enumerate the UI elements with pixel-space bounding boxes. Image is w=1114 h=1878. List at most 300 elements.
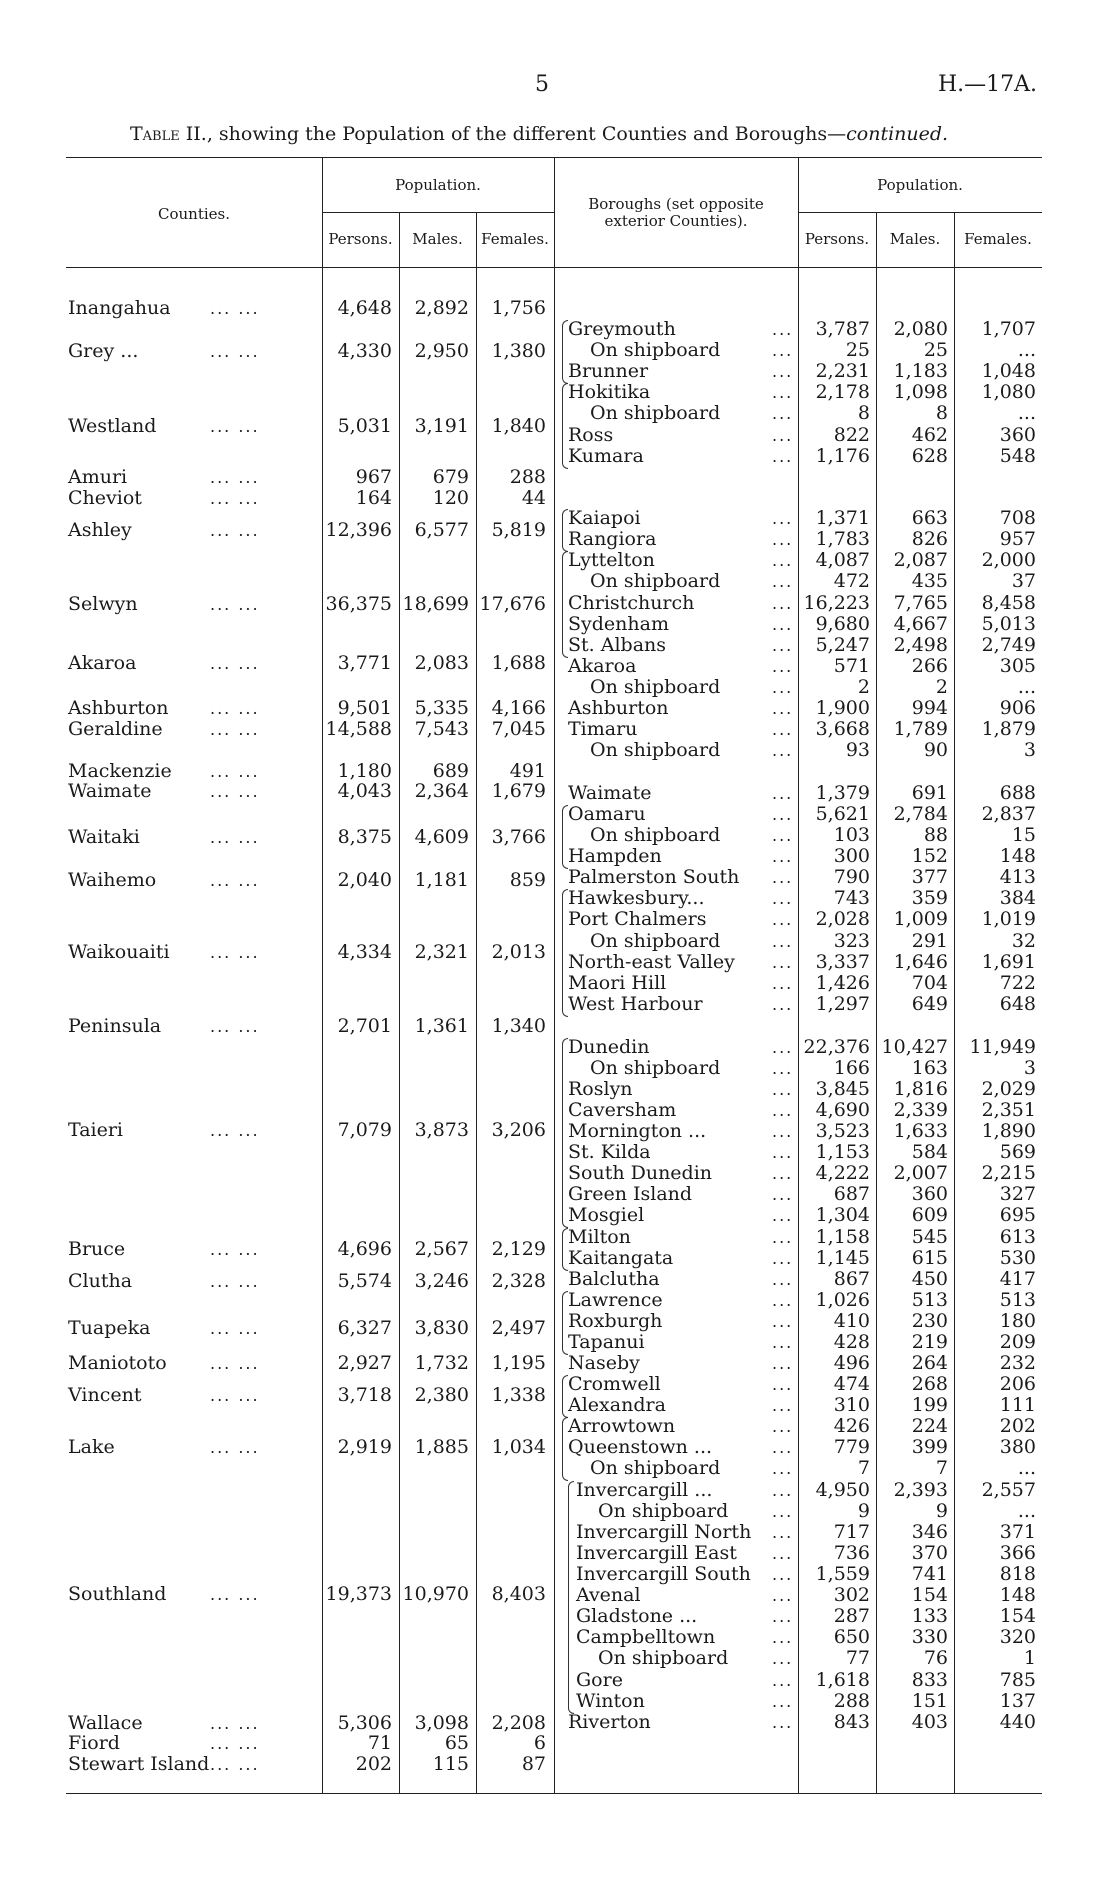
county-persons: 1,180 <box>337 760 392 782</box>
borough-name: On shipboard <box>598 1647 729 1669</box>
county-females: 1,679 <box>491 780 546 802</box>
county-name: Southland <box>68 1583 167 1605</box>
county-persons: 967 <box>355 466 392 488</box>
borough-name: Naseby <box>568 1352 640 1374</box>
county-females: 1,688 <box>491 652 546 674</box>
leader-dots: ... <box>772 826 794 845</box>
borough-persons: 1,426 <box>815 972 870 994</box>
borough-name: Christchurch <box>568 592 695 614</box>
county-persons: 5,306 <box>337 1712 392 1734</box>
borough-persons: 1,158 <box>815 1226 870 1248</box>
county-males: 65 <box>444 1732 469 1754</box>
borough-name: South Dunedin <box>568 1162 713 1184</box>
leader-dots: ... ... <box>210 299 260 318</box>
borough-females: 613 <box>999 1226 1036 1248</box>
borough-females: 320 <box>999 1626 1036 1648</box>
borough-name: Lawrence <box>568 1289 663 1311</box>
leader-dots: ... ... <box>210 1017 260 1036</box>
borough-name: Balclutha <box>568 1268 660 1290</box>
borough-name: On shipboard <box>590 1057 721 1079</box>
borough-females: 957 <box>999 528 1036 550</box>
borough-persons: 2 <box>857 676 870 698</box>
leader-dots: ... <box>772 699 794 718</box>
borough-females: 906 <box>999 697 1036 719</box>
borough-females: 708 <box>999 507 1036 529</box>
population-right-subrule <box>798 212 1042 213</box>
county-name: Tuapeka <box>68 1317 151 1339</box>
county-females: 7,045 <box>491 718 546 740</box>
borough-persons: 310 <box>833 1394 870 1416</box>
county-females: 2,497 <box>491 1317 546 1339</box>
county-persons: 8,375 <box>337 826 392 848</box>
borough-males: 9 <box>935 1500 948 1522</box>
borough-females: 1,691 <box>981 951 1036 973</box>
county-name: Maniototo <box>68 1352 167 1374</box>
borough-females: 11,949 <box>969 1036 1036 1058</box>
borough-females: 722 <box>999 972 1036 994</box>
borough-persons: 1,153 <box>815 1141 870 1163</box>
leader-dots: ... ... <box>210 943 260 962</box>
leader-dots: ... <box>772 910 794 929</box>
borough-males: 1,646 <box>893 951 948 973</box>
leader-dots: ... ... <box>210 1240 260 1259</box>
borough-persons: 302 <box>833 1584 870 1606</box>
county-males: 2,892 <box>414 297 469 319</box>
borough-females: 202 <box>999 1415 1036 1437</box>
borough-persons: 166 <box>833 1057 870 1079</box>
borough-persons: 3,337 <box>815 951 870 973</box>
borough-females: 8,458 <box>981 592 1036 614</box>
borough-males: 151 <box>911 1690 948 1712</box>
county-males: 3,098 <box>414 1712 469 1734</box>
borough-females: 2,029 <box>981 1078 1036 1100</box>
grouping-brace <box>562 889 568 1017</box>
borough-females: 1,019 <box>981 908 1036 930</box>
table-bottom-rule <box>66 1793 1042 1794</box>
county-males: 689 <box>432 760 469 782</box>
borough-persons: 2,178 <box>815 381 870 403</box>
borough-name: Maori Hill <box>568 972 667 994</box>
county-males: 679 <box>432 466 469 488</box>
leader-dots: ... <box>772 974 794 993</box>
county-males: 1,361 <box>414 1015 469 1037</box>
borough-persons: 1,304 <box>815 1204 870 1226</box>
county-males: 3,246 <box>414 1270 469 1292</box>
borough-females: 37 <box>1011 570 1036 592</box>
county-males: 6,577 <box>414 519 469 541</box>
borough-males: 450 <box>911 1268 948 1290</box>
county-persons: 2,927 <box>337 1352 392 1374</box>
borough-females: 548 <box>999 445 1036 467</box>
borough-persons: 410 <box>833 1310 870 1332</box>
borough-males: 2 <box>935 676 948 698</box>
borough-name: Invercargill North <box>576 1521 752 1543</box>
borough-females: 232 <box>999 1352 1036 1374</box>
borough-persons: 736 <box>833 1542 870 1564</box>
borough-females: ... <box>1017 1457 1036 1479</box>
borough-persons: 3,523 <box>815 1120 870 1142</box>
borough-persons: 7 <box>857 1457 870 1479</box>
leader-dots: ... <box>772 1396 794 1415</box>
leader-dots: ... <box>772 1481 794 1500</box>
leader-dots: ... <box>772 1038 794 1057</box>
leader-dots: ... <box>772 889 794 908</box>
borough-name: Gladstone ... <box>576 1605 698 1627</box>
borough-females: 530 <box>999 1247 1036 1269</box>
leader-dots: ... <box>772 678 794 697</box>
borough-males: 826 <box>911 528 948 550</box>
borough-males: 704 <box>911 972 948 994</box>
leader-dots: ... <box>772 805 794 824</box>
leader-dots: ... <box>772 1565 794 1584</box>
leader-dots: ... <box>772 1354 794 1373</box>
header-females-right: Females. <box>964 230 1032 248</box>
county-females: 17,676 <box>479 593 546 615</box>
leader-dots: ... <box>772 615 794 634</box>
leader-dots: ... <box>772 572 794 591</box>
borough-males: 25 <box>923 339 948 361</box>
leader-dots: ... <box>772 1375 794 1394</box>
county-persons: 2,040 <box>337 869 392 891</box>
county-persons: 4,696 <box>337 1238 392 1260</box>
table-title-suffix: continued. <box>846 123 949 145</box>
borough-females: 15 <box>1011 824 1036 846</box>
leader-dots: ... ... <box>210 1319 260 1338</box>
borough-persons: 77 <box>845 1647 870 1669</box>
county-name: Grey ... <box>68 340 139 362</box>
borough-males: 2,339 <box>893 1099 948 1121</box>
leader-dots: ... <box>772 1143 794 1162</box>
borough-persons: 4,950 <box>815 1479 870 1501</box>
borough-males: 230 <box>911 1310 948 1332</box>
borough-persons: 743 <box>833 887 870 909</box>
county-name: Stewart Island <box>68 1753 210 1775</box>
borough-males: 266 <box>911 655 948 677</box>
leader-dots: ... ... <box>210 1714 260 1733</box>
county-name: Waitaki <box>68 826 140 848</box>
borough-persons: 103 <box>833 824 870 846</box>
borough-persons: 93 <box>845 739 870 761</box>
borough-males: 224 <box>911 1415 948 1437</box>
borough-name: Port Chalmers <box>568 908 707 930</box>
borough-males: 8 <box>935 402 948 424</box>
borough-females: 137 <box>999 1690 1036 1712</box>
borough-females: 148 <box>999 1584 1036 1606</box>
grouping-brace <box>562 320 568 384</box>
leader-dots: ... <box>772 530 794 549</box>
borough-name: Hokitika <box>568 381 651 403</box>
county-persons: 6,327 <box>337 1317 392 1339</box>
county-males: 3,873 <box>414 1119 469 1141</box>
borough-females: 2,351 <box>981 1099 1036 1121</box>
county-persons: 5,574 <box>337 1270 392 1292</box>
leader-dots: ... <box>772 1459 794 1478</box>
county-females: 288 <box>509 466 546 488</box>
county-name: Ashburton <box>68 697 169 719</box>
borough-persons: 1,371 <box>815 507 870 529</box>
borough-name: Mosgiel <box>568 1204 645 1226</box>
borough-females: 1,707 <box>981 318 1036 340</box>
leader-dots: ... ... <box>210 521 260 540</box>
page-number: 5 <box>535 72 549 97</box>
leader-dots: ... ... <box>210 654 260 673</box>
borough-name: Hampden <box>568 845 662 867</box>
borough-females: 3 <box>1023 739 1036 761</box>
borough-persons: 867 <box>833 1268 870 1290</box>
borough-males: 2,087 <box>893 549 948 571</box>
county-persons: 3,718 <box>337 1384 392 1406</box>
borough-persons: 16,223 <box>803 592 870 614</box>
borough-males: 1,183 <box>893 360 948 382</box>
county-females: 1,195 <box>491 1352 546 1374</box>
borough-name: Brunner <box>568 360 649 382</box>
table-title-prefix: Table II. <box>130 123 207 145</box>
borough-males: 833 <box>911 1669 948 1691</box>
borough-females: 32 <box>1011 930 1036 952</box>
borough-name: On shipboard <box>590 1457 721 1479</box>
leader-dots: ... ... <box>210 1585 260 1604</box>
county-males: 1,181 <box>414 869 469 891</box>
county-females: 1,338 <box>491 1384 546 1406</box>
grouping-brace <box>562 1417 568 1481</box>
borough-males: 219 <box>911 1331 948 1353</box>
leader-dots: ... <box>772 1164 794 1183</box>
borough-name: Campbelltown <box>576 1626 716 1648</box>
leader-dots: ... ... <box>210 1755 260 1774</box>
county-females: 3,206 <box>491 1119 546 1141</box>
leader-dots: ... ... <box>210 1386 260 1405</box>
borough-males: 2,007 <box>893 1162 948 1184</box>
county-name: Taieri <box>68 1119 124 1141</box>
borough-females: 1,048 <box>981 360 1036 382</box>
county-name: Wallace <box>68 1712 143 1734</box>
county-females: 4,166 <box>491 697 546 719</box>
leader-dots: ... <box>772 1080 794 1099</box>
county-name: Inangahua <box>68 297 171 319</box>
borough-persons: 323 <box>833 930 870 952</box>
grouping-brace <box>562 1038 568 1228</box>
borough-name: On shipboard <box>590 739 721 761</box>
borough-name: Winton <box>576 1690 645 1712</box>
borough-name: Invercargill South <box>576 1563 751 1585</box>
borough-name: Caversham <box>568 1099 677 1121</box>
borough-name: Kaitangata <box>568 1247 674 1269</box>
borough-name: Riverton <box>568 1711 651 1733</box>
leader-dots: ... <box>772 594 794 613</box>
leader-dots: ... <box>772 1101 794 1120</box>
borough-females: 1,890 <box>981 1120 1036 1142</box>
leader-dots: ... ... <box>210 828 260 847</box>
borough-males: 7,765 <box>893 592 948 614</box>
borough-males: 377 <box>911 866 948 888</box>
county-persons: 2,701 <box>337 1015 392 1037</box>
borough-males: 399 <box>911 1436 948 1458</box>
header-males-left: Males. <box>412 230 463 248</box>
county-name: Cheviot <box>68 487 142 509</box>
borough-females: 569 <box>999 1141 1036 1163</box>
county-persons: 7,079 <box>337 1119 392 1141</box>
borough-males: 90 <box>923 739 948 761</box>
leader-dots: ... ... <box>210 489 260 508</box>
borough-persons: 571 <box>833 655 870 677</box>
leader-dots: ... ... <box>210 699 260 718</box>
borough-males: 741 <box>911 1563 948 1585</box>
borough-persons: 3,668 <box>815 718 870 740</box>
borough-females: 380 <box>999 1436 1036 1458</box>
leader-dots: ... ... <box>210 595 260 614</box>
borough-males: 615 <box>911 1247 948 1269</box>
borough-females: 695 <box>999 1204 1036 1226</box>
borough-persons: 288 <box>833 1690 870 1712</box>
borough-persons: 2,028 <box>815 908 870 930</box>
county-name: Akaroa <box>68 652 137 674</box>
borough-females: 327 <box>999 1183 1036 1205</box>
header-persons-right: Persons. <box>804 230 870 248</box>
borough-persons: 4,222 <box>815 1162 870 1184</box>
borough-males: 133 <box>911 1605 948 1627</box>
borough-males: 291 <box>911 930 948 952</box>
borough-males: 359 <box>911 887 948 909</box>
borough-name: On shipboard <box>590 339 721 361</box>
leader-dots: ... <box>772 341 794 360</box>
borough-persons: 496 <box>833 1352 870 1374</box>
header-females-left: Females. <box>481 230 549 248</box>
borough-name: Queenstown ... <box>568 1436 713 1458</box>
borough-females: 366 <box>999 1542 1036 1564</box>
borough-females: 3 <box>1023 1057 1036 1079</box>
county-males: 18,699 <box>402 593 469 615</box>
borough-name: On shipboard <box>598 1500 729 1522</box>
header-counties: Counties. <box>158 205 230 223</box>
borough-males: 163 <box>911 1057 948 1079</box>
borough-females: 785 <box>999 1669 1036 1691</box>
borough-name: Lyttelton <box>568 549 655 571</box>
county-females: 5,819 <box>491 519 546 541</box>
borough-females: 154 <box>999 1605 1036 1627</box>
borough-persons: 1,783 <box>815 528 870 550</box>
borough-females: 513 <box>999 1289 1036 1311</box>
leader-dots: ... <box>772 1649 794 1668</box>
grouping-brace <box>562 551 568 658</box>
borough-males: 513 <box>911 1289 948 1311</box>
county-persons: 71 <box>367 1732 392 1754</box>
borough-females: 648 <box>999 993 1036 1015</box>
county-persons: 3,771 <box>337 652 392 674</box>
leader-dots: ... <box>772 1671 794 1690</box>
county-name: Waimate <box>68 780 152 802</box>
leader-dots: ... <box>772 657 794 676</box>
borough-males: 7 <box>935 1457 948 1479</box>
borough-males: 2,784 <box>893 803 948 825</box>
county-name: Waikouaiti <box>68 941 170 963</box>
table-title <box>130 123 948 145</box>
borough-females: 148 <box>999 845 1036 867</box>
borough-females: ... <box>1017 1500 1036 1522</box>
county-name: Geraldine <box>68 718 163 740</box>
borough-name: Timaru <box>568 718 638 740</box>
county-females: 1,840 <box>491 415 546 437</box>
borough-persons: 1,559 <box>815 1563 870 1585</box>
county-persons: 19,373 <box>325 1583 392 1605</box>
borough-females: 360 <box>999 424 1036 446</box>
leader-dots: ... <box>772 1502 794 1521</box>
borough-males: 994 <box>911 697 948 719</box>
county-males: 115 <box>432 1753 469 1775</box>
borough-females: ... <box>1017 676 1036 698</box>
grouping-brace <box>562 1291 568 1355</box>
county-persons: 2,919 <box>337 1436 392 1458</box>
borough-males: 76 <box>923 1647 948 1669</box>
leader-dots: ... <box>772 509 794 528</box>
leader-dots: ... <box>772 1291 794 1310</box>
county-males: 1,885 <box>414 1436 469 1458</box>
county-persons: 164 <box>355 487 392 509</box>
borough-persons: 687 <box>833 1183 870 1205</box>
leader-dots: ... ... <box>210 762 260 781</box>
borough-males: 152 <box>911 845 948 867</box>
county-persons: 202 <box>355 1753 392 1775</box>
borough-persons: 5,247 <box>815 634 870 656</box>
county-persons: 12,396 <box>325 519 392 541</box>
borough-males: 649 <box>911 993 948 1015</box>
borough-name: North-east Valley <box>568 951 735 973</box>
borough-name: Hawkesbury... <box>568 887 705 909</box>
borough-persons: 1,145 <box>815 1247 870 1269</box>
borough-males: 584 <box>911 1141 948 1163</box>
borough-name: St. Albans <box>568 634 667 656</box>
county-name: Ashley <box>68 519 132 541</box>
leader-dots: ... <box>772 953 794 972</box>
borough-persons: 4,087 <box>815 549 870 571</box>
borough-females: 206 <box>999 1373 1036 1395</box>
borough-persons: 1,618 <box>815 1669 870 1691</box>
borough-females: 209 <box>999 1331 1036 1353</box>
borough-females: 413 <box>999 866 1036 888</box>
borough-name: Waimate <box>568 782 652 804</box>
borough-females: 1 <box>1023 1647 1036 1669</box>
leader-dots: ... <box>772 1206 794 1225</box>
county-males: 3,830 <box>414 1317 469 1339</box>
leader-dots: ... ... <box>210 1272 260 1291</box>
leader-dots: ... <box>772 1333 794 1352</box>
borough-persons: 1,297 <box>815 993 870 1015</box>
col-divider <box>554 157 555 1793</box>
borough-females: 417 <box>999 1268 1036 1290</box>
leader-dots: ... ... <box>210 1734 260 1753</box>
borough-persons: 8 <box>857 402 870 424</box>
leader-dots: ... <box>772 1312 794 1331</box>
borough-persons: 1,176 <box>815 445 870 467</box>
borough-persons: 25 <box>845 339 870 361</box>
borough-name: Dunedin <box>568 1036 650 1058</box>
borough-name: Cromwell <box>568 1373 661 1395</box>
borough-persons: 3,787 <box>815 318 870 340</box>
grouping-brace <box>562 383 568 469</box>
borough-name: Roxburgh <box>568 1310 663 1332</box>
borough-females: 2,837 <box>981 803 1036 825</box>
leader-dots: ... ... <box>210 720 260 739</box>
table-title-rest: , showing the Population of the different Counties and Boroughs— <box>206 123 847 145</box>
leader-dots: ... <box>772 932 794 951</box>
county-name: Waihemo <box>68 869 157 891</box>
borough-name: Gore <box>576 1669 623 1691</box>
borough-name: Tapanui <box>568 1331 645 1353</box>
county-persons: 36,375 <box>325 593 392 615</box>
borough-persons: 287 <box>833 1605 870 1627</box>
col-divider <box>322 157 323 1793</box>
borough-females: 818 <box>999 1563 1036 1585</box>
county-females: 1,756 <box>491 297 546 319</box>
